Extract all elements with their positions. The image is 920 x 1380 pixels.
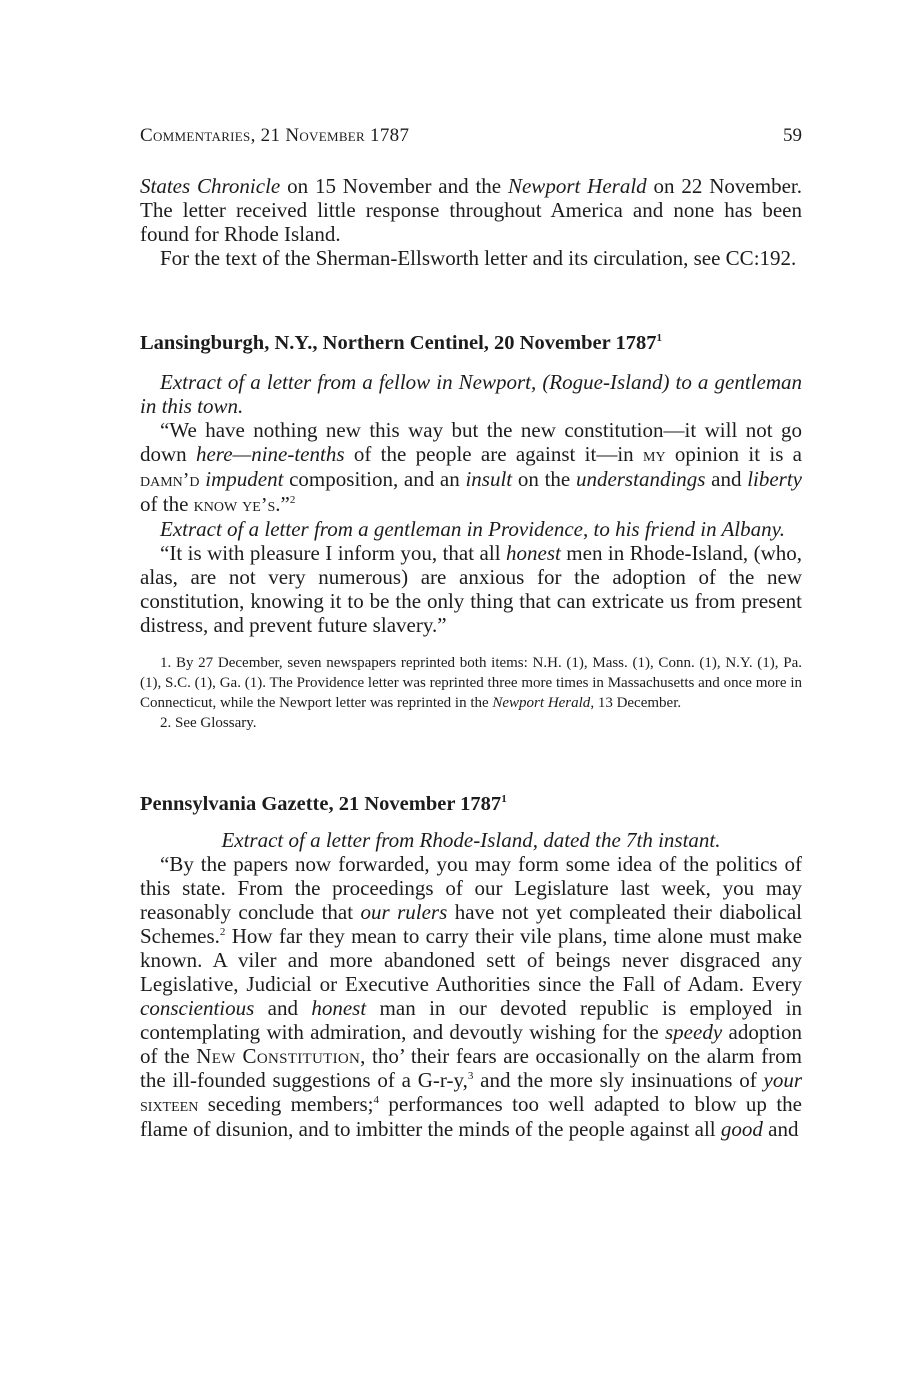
- footnote-ref: 1: [656, 332, 663, 345]
- footnote-1: 1. By 27 December, seven newspapers reprinted both items: N.H. (1), Mass. (1), Conn. (1), N.Y. (1), Pa. (1), S.C. (1), Ga. (1). The Providence letter was reprinted three more times in Massachusetts and once more in Connecticut, while the Newport letter was reprinted in the Newport Herald, 13 December.: [140, 655, 802, 711]
- footnote-ref: 3: [467, 1070, 474, 1082]
- chronicle-title: States Chronicle: [140, 174, 281, 198]
- running-title: Commentaries, 21 November 1787: [140, 125, 410, 146]
- page-number: 59: [783, 125, 802, 146]
- section-heading-pennsylvania-gazette: Pennsylvania Gazette, 21 November 1787$^1$: [140, 793, 507, 815]
- footnote-2: 2. See Glossary.: [160, 715, 257, 731]
- quote-newport: “We have nothing new this way but the new constitution—it will not go down here—nine-tenths of the people are against it—in my opinion it is a damn’d impudent composition, and an insult on the understandings and liberty of the know ye’s.”$^2$: [140, 418, 803, 516]
- intro-text: [140, 174, 802, 270]
- extract-rhode-island: Extract of a letter from Rhode-Island, dated the 7th instant.: [221, 828, 721, 852]
- section-1-footnotes: [140, 653, 802, 733]
- footnote-ref: 1: [501, 793, 507, 806]
- section-heading-lansingburgh: Lansingburgh, N.Y., Northern Centinel, 20 November 1787$^1$: [140, 332, 663, 354]
- footnote-ref: 2: [289, 494, 296, 506]
- extract-newport: Extract of a letter from a fellow in Newport, (Rogue-Island) to a gentleman in this town.: [140, 370, 802, 418]
- intro-paragraph-2: For the text of the Sherman-Ellsworth letter and its circulation, see CC:192.: [160, 246, 797, 270]
- intro-paragraph-1: States Chronicle on 15 November and the Newport Herald on 22 November. The letter received little response throughout America and none has been found for Rhode Island.: [140, 174, 802, 246]
- running-header: [140, 124, 802, 148]
- footnote-ref: 4: [373, 1094, 379, 1106]
- letter-body: “By the papers now forwarded, you may form some idea of the politics of this state. From the proceedings of our Legislature last week, you may reasonably conclude that our rulers have not yet compleated their diabolical Schemes.$^2$ How far they mean to carry their vile plans, time alone must make known. A viler and more abandoned sett of beings never disgraced any Legislative, Judicial or Executive Authorities since the Fall of Adam. Every conscientious and honest man in our devoted republic is employed in contemplating with admiration, and devoutly wishing for the speedy adoption of the New Constitution, tho’ their fears are occasionally on the alarm from the ill-founded suggestions of a G-r-y,$^3$ and the more sly insinuations of your sixteen seceding members;$^4$ performances too well adapted to blow up the flame of disunion, and to imbitter the minds of the people against all good and: [140, 852, 803, 1141]
- quote-providence: “It is with pleasure I inform you, that all honest men in Rhode-Island, (who, alas, are not very numerous) are anxious for the adoption of the new constitution, knowing it to be the only thing that can extricate us from present distress, and prevent future slavery.”: [140, 541, 802, 637]
- section-2-body: [140, 828, 802, 1141]
- extract-providence: Extract of a letter from a gentleman in Providence, to his friend in Albany.: [160, 517, 786, 541]
- footnote-ref: 2: [219, 926, 226, 938]
- herald-title: Newport Herald: [507, 174, 647, 198]
- section-1-body: [140, 370, 802, 637]
